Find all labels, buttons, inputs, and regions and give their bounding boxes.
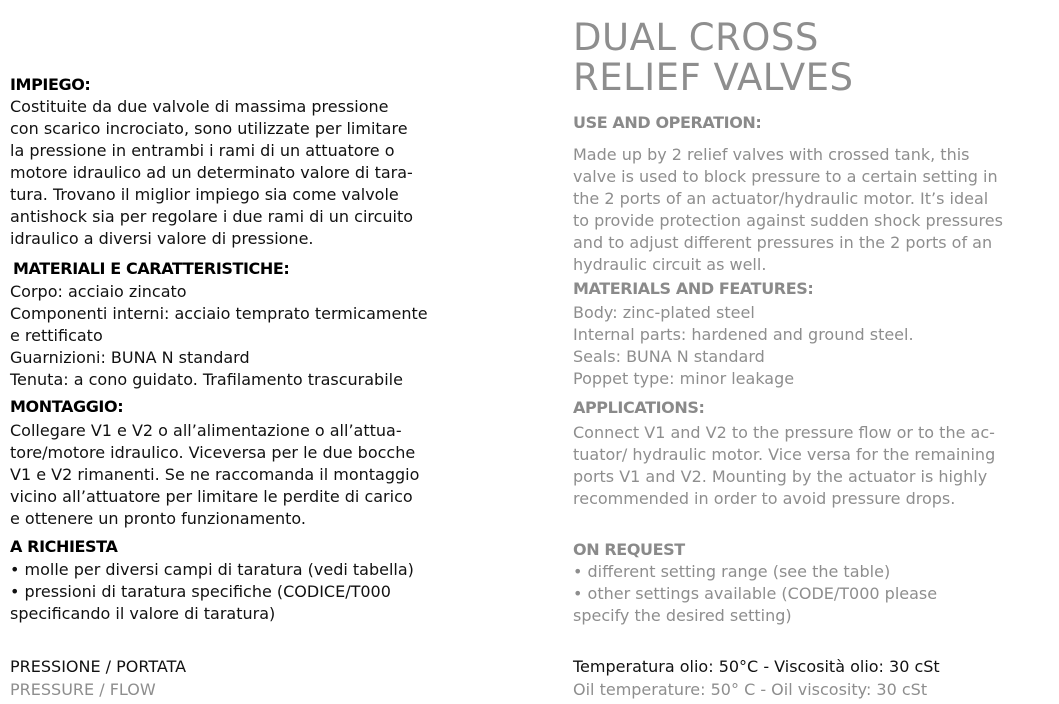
richiesta-text [10,559,414,625]
oil-spec-italian: Temperatura olio: 50°C - Viscosità olio: 30 cSt [573,657,940,676]
materials-text [573,302,914,390]
text-line: Body: zinc-plated steel [573,303,755,322]
text-line: tore/motore idraulico. Viceversa per le due bocche [10,443,416,462]
text-line: Seals: BUNA N standard [573,347,765,366]
text-line: antishock sia per regolare i due rami di un circuito [10,207,414,226]
bullet-item: • different setting range (see the table) [573,562,891,581]
text-line: tuator/ hydraulic motor. Vice versa for the remaining [573,445,996,464]
text-line: specificando il valore di taratura) [10,604,276,623]
bullet-item: • pressioni di taratura specifiche (CODICE/T000 [10,582,391,601]
text-line: Connect V1 and V2 to the pressure flow or to the ac- [573,423,995,442]
richiesta-heading: A RICHIESTA [10,537,118,556]
pressure-flow-label: PRESSURE / FLOW [10,680,156,699]
text-line: Internal parts: hardened and ground steel. [573,325,914,344]
text-line: Corpo: acciaio zincato [10,282,187,301]
use-heading: USE AND OPERATION: [573,113,762,132]
text-line: e rettificato [10,326,103,345]
request-heading: ON REQUEST [573,540,685,559]
text-line: hydraulic circuit as well. [573,255,767,274]
montaggio-heading: MONTAGGIO: [10,397,124,416]
document-title [573,18,854,98]
text-line: Poppet type: minor leakage [573,369,795,388]
text-line: tura. Trovano il miglior impiego sia come valvole [10,185,399,204]
text-line: and to adjust different pressures in the 2 ports of an [573,233,993,252]
text-line: V1 e V2 rimanenti. Se ne raccomanda il montaggio [10,465,420,484]
bullet-item: • molle per diversi campi di taratura (vedi tabella) [10,560,414,579]
text-line: Tenuta: a cono guidato. Trafilamento trascurabile [10,370,403,389]
text-line: Guarnizioni: BUNA N standard [10,348,250,367]
materials-heading: MATERIALS AND FEATURES: [573,279,814,298]
request-text [573,561,937,627]
text-line: idraulico a diversi valore di pressione. [10,229,314,248]
title-line-1: DUAL CROSS [573,16,819,59]
materiali-heading: MATERIALI E CARATTERISTICHE: [13,259,290,278]
text-line: Costituite da due valvole di massima pressione [10,97,389,116]
impiego-text [10,96,413,250]
text-line: ports V1 and V2. Mounting by the actuator is highly [573,467,988,486]
title-line-2: RELIEF VALVES [573,56,854,99]
text-line: con scarico incrociato, sono utilizzate per limitare [10,119,408,138]
oil-spec-english: Oil temperature: 50° C - Oil viscosity: 30 cSt [573,680,928,699]
text-line: la pressione in entrambi i rami di un attuatore o [10,141,395,160]
text-line: to provide protection against sudden shock pressures [573,211,1003,230]
text-line: motore idraulico ad un determinato valore di tara- [10,163,413,182]
applications-text [573,422,995,510]
bullet-item: • other settings available (CODE/T000 please [573,584,938,603]
text-line: valve is used to block pressure to a certain setting in [573,167,998,186]
text-line: Componenti interni: acciaio temprato termicamente [10,304,428,323]
use-text [573,144,1003,276]
text-line: specify the desired setting) [573,606,792,625]
text-line: vicino all’attuatore per limitare le perdite di carico [10,487,413,506]
text-line: the 2 ports of an actuator/hydraulic motor. It’s ideal [573,189,989,208]
text-line: Made up by 2 relief valves with crossed tank, this [573,145,970,164]
text-line: Collegare V1 e V2 o all’alimentazione o all’attua- [10,421,402,440]
text-line: recommended in order to avoid pressure drops. [573,489,956,508]
impiego-heading: IMPIEGO: [10,75,91,94]
applications-heading: APPLICATIONS: [573,398,705,417]
text-line: e ottenere un pronto funzionamento. [10,509,307,528]
pressione-portata-label: PRESSIONE / PORTATA [10,657,187,676]
materiali-text [10,281,428,391]
montaggio-text [10,420,419,530]
